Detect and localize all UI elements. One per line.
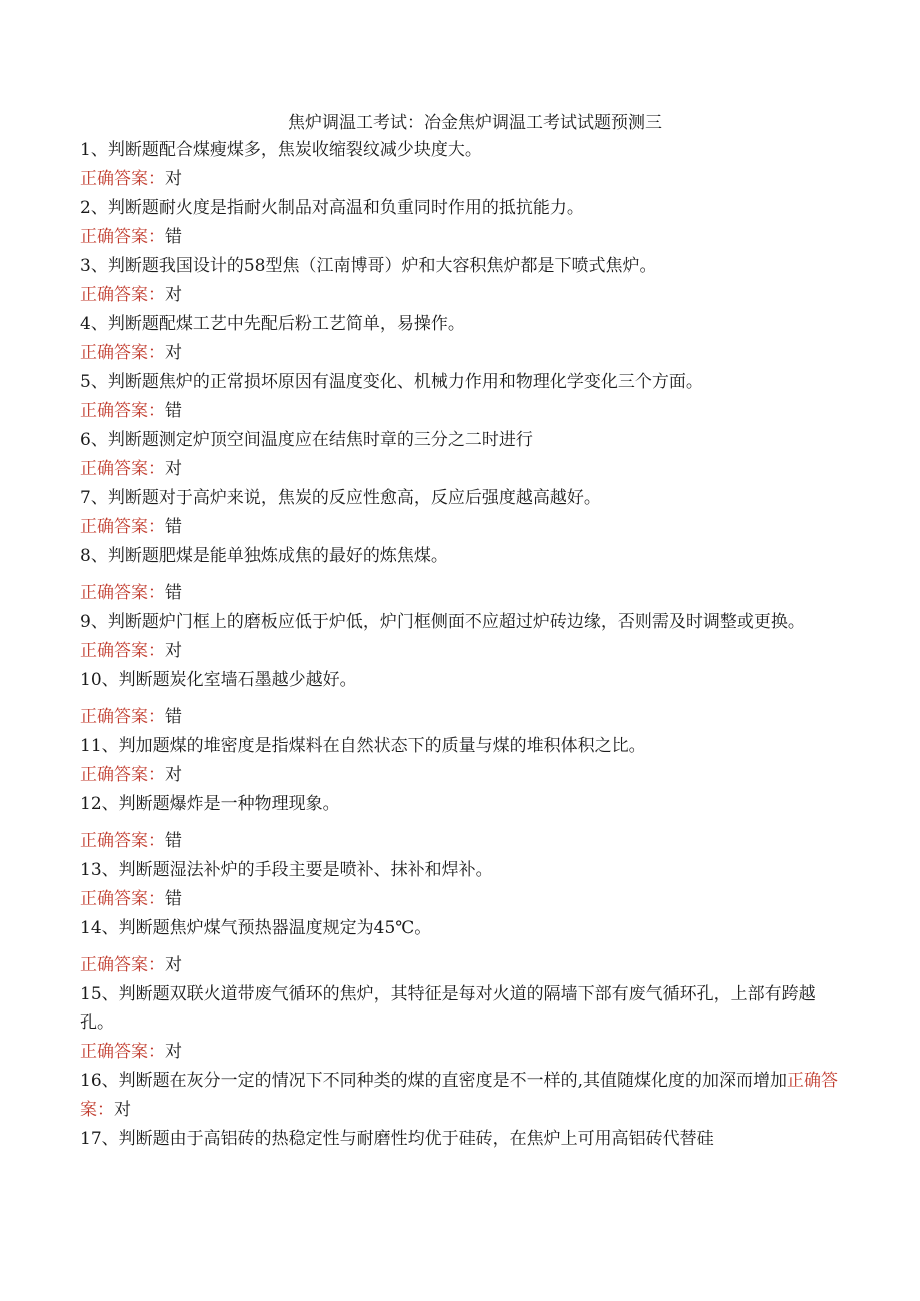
- answer-value: 对: [165, 955, 182, 975]
- answer-12: [80, 827, 840, 856]
- answer-14: [80, 951, 840, 980]
- answer-label: 正确答案：: [80, 227, 165, 247]
- answer-value: 对: [165, 459, 182, 479]
- answer-value: 错: [165, 517, 182, 537]
- question-9: 9、判断题炉门框上的磨板应低于炉低，炉门框侧面不应超过炉砖边缘，否则需及时调整或更换。: [80, 612, 805, 632]
- answer-value: 错: [165, 583, 182, 603]
- answer-label: 正确答案：: [80, 459, 165, 479]
- question-16: [80, 1067, 840, 1125]
- question-1: 1、判断题配合煤瘦煤多，焦炭收缩裂纹减少块度大。: [80, 140, 482, 160]
- answer-value: 错: [165, 707, 182, 727]
- answer-4: [80, 339, 840, 368]
- answer-label: 正确答案：: [80, 401, 165, 421]
- answer-8: [80, 579, 840, 608]
- answer-3: [80, 281, 840, 310]
- answer-label: 正确答案：: [80, 1042, 165, 1062]
- answer-label: 正确答案：: [80, 583, 165, 603]
- answer-6: [80, 455, 840, 484]
- answer-label: 正确答案：: [80, 169, 165, 189]
- answer-value: 对: [165, 1042, 182, 1062]
- answer-label: 正确答案：: [80, 831, 165, 851]
- answer-label: 正确答案：: [80, 285, 165, 305]
- question-11: 11、判加题煤的堆密度是指煤料在自然状态下的质量与煤的堆积体积之比。: [80, 736, 646, 756]
- answer-label: 正确答案：: [80, 707, 165, 727]
- answer-10: [80, 703, 840, 732]
- document-title: 焦炉调温工考试：冶金焦炉调温工考试试题预测三: [288, 113, 662, 133]
- question-8: 8、判断题肥煤是能单独炼成焦的最好的炼焦煤。: [80, 546, 448, 566]
- question-2: 2、判断题耐火度是指耐火制品对高温和负重同时作用的抵抗能力。: [80, 198, 584, 218]
- question-6: 6、判断题测定炉顶空间温度应在结焦时章的三分之二时进行: [80, 430, 533, 450]
- answer-label: 正确答案：: [80, 889, 165, 909]
- question-12: 12、判断题爆炸是一种物理现象。: [80, 794, 340, 814]
- answer-2: [80, 223, 840, 252]
- answer-label: 正确答案：: [80, 765, 165, 785]
- question-4: 4、判断题配煤工艺中先配后粉工艺简单，易操作。: [80, 314, 465, 334]
- answer-value: 对: [114, 1100, 131, 1120]
- answer-1: [80, 165, 840, 194]
- document-page: [80, 110, 840, 1154]
- answer-value: 对: [165, 765, 182, 785]
- answer-5: [80, 397, 840, 426]
- answer-7: [80, 513, 840, 542]
- answer-label: 正确答案：: [80, 1071, 839, 1120]
- answer-value: 错: [165, 889, 182, 909]
- answer-11: [80, 761, 840, 790]
- answer-value: 对: [165, 641, 182, 661]
- question-5: 5、判断题焦炉的正常损坏原因有温度变化、机械力作用和物理化学变化三个方面。: [80, 372, 703, 392]
- question-17: 17、判断题由于高铝砖的热稳定性与耐磨性均优于硅砖，在焦炉上可用高铝砖代替硅: [80, 1129, 714, 1149]
- answer-value: 错: [165, 401, 182, 421]
- answer-label: 正确答案：: [80, 517, 165, 537]
- answer-label: 正确答案：: [80, 343, 165, 363]
- answer-value: 对: [165, 169, 182, 189]
- answer-15: [80, 1038, 840, 1067]
- question-16-text: 16、判断题在灰分一定的情况下不同种类的煤的直密度是不一样的,其值随煤化度的加深而增加: [80, 1071, 788, 1091]
- question-7: 7、判断题对于高炉来说，焦炭的反应性愈高，反应后强度越高越好。: [80, 488, 601, 508]
- question-14: 14、判断题焦炉煤气预热器温度规定为45℃。: [80, 918, 432, 938]
- question-10: 10、判断题炭化室墙石墨越少越好。: [80, 670, 357, 690]
- question-3: 3、判断题我国设计的58型焦（江南博哥）炉和大容积焦炉都是下喷式焦炉。: [80, 256, 657, 276]
- answer-13: [80, 885, 840, 914]
- question-15: 15、判断题双联火道带废气循环的焦炉，其特征是每对火道的隔墙下部有废气循环孔，上部有跨越孔。: [80, 984, 816, 1033]
- answer-label: 正确答案：: [80, 955, 165, 975]
- answer-9: [80, 637, 840, 666]
- answer-value: 对: [165, 343, 182, 363]
- answer-value: 对: [165, 285, 182, 305]
- answer-label: 正确答案：: [80, 641, 165, 661]
- question-13: 13、判断题湿法补炉的手段主要是喷补、抹补和焊补。: [80, 860, 493, 880]
- answer-value: 错: [165, 831, 182, 851]
- answer-value: 错: [165, 227, 182, 247]
